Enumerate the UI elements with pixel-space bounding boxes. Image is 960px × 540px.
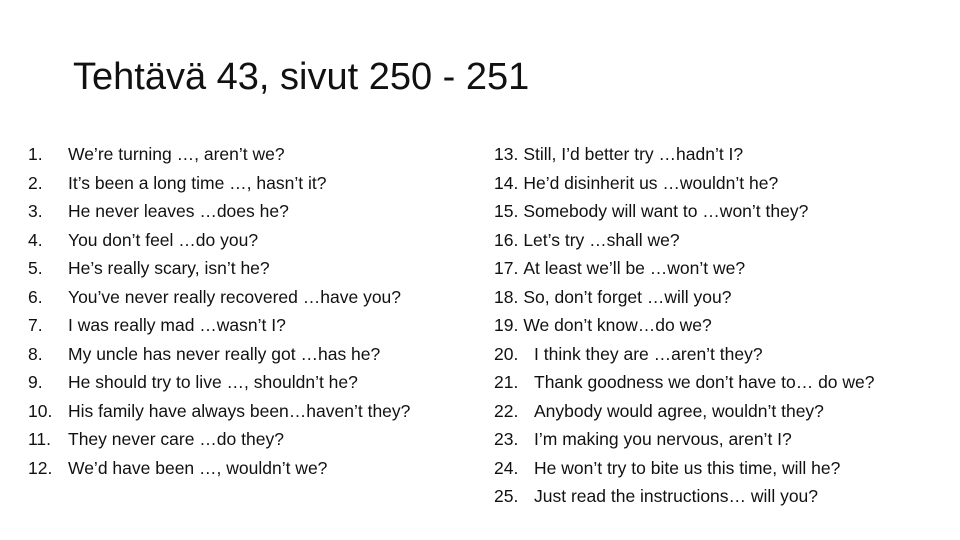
item-text: Just read the instructions… will you?	[534, 486, 819, 506]
list-item	[494, 226, 944, 255]
item-text: You don’t feel …do you?	[68, 229, 259, 250]
item-text: We don’t know…do we?	[523, 315, 712, 335]
list-item	[28, 340, 468, 369]
list-item	[28, 283, 468, 312]
list-item	[494, 368, 944, 397]
item-number: 3.	[28, 201, 43, 221]
item-text: Let’s try …shall we?	[523, 229, 680, 250]
item-text: We’d have been …, wouldn’t we?	[68, 457, 328, 478]
item-text: You’ve never really recovered …have you?	[68, 286, 402, 307]
list-item	[494, 454, 944, 483]
item-text: It’s been a long time …, hasn’t it?	[68, 172, 327, 193]
exercise-list-right	[494, 140, 944, 511]
list-item	[28, 425, 468, 454]
item-text: At least we’ll be …won’t we?	[523, 258, 746, 278]
item-text: He should try to live …, shouldn’t he?	[68, 372, 358, 392]
item-number: 5.	[28, 258, 43, 278]
item-number: 7.	[28, 315, 43, 335]
item-number: 17.	[494, 258, 519, 278]
item-number: 14.	[494, 172, 519, 193]
item-number: 1.	[28, 144, 43, 164]
item-number: 10.	[28, 400, 53, 421]
item-number: 8.	[28, 343, 43, 364]
item-text: He’d disinherit us …wouldn’t he?	[523, 172, 779, 193]
list-item	[494, 140, 944, 169]
list-item	[494, 482, 944, 511]
list-item	[494, 311, 944, 340]
item-text: Anybody would agree, wouldn’t they?	[534, 400, 824, 421]
list-item	[28, 140, 468, 169]
list-item	[494, 197, 944, 226]
item-number: 9.	[28, 372, 43, 392]
item-number: 12.	[28, 457, 53, 478]
item-text: He won’t try to bite us this time, will he?	[534, 457, 841, 478]
item-number: 20.	[494, 343, 519, 364]
item-text: He’s really scary, isn’t he?	[68, 258, 270, 278]
item-text: Somebody will want to …won’t they?	[523, 201, 809, 221]
list-item	[28, 254, 468, 283]
item-number: 13.	[494, 144, 519, 164]
item-number: 11.	[28, 429, 52, 449]
list-item	[494, 340, 944, 369]
item-text: I’m making you nervous, aren’t I?	[534, 429, 792, 449]
item-text: I was really mad …wasn’t I?	[68, 315, 286, 335]
list-item	[28, 226, 468, 255]
item-text: Still, I’d better try …hadn’t I?	[523, 144, 744, 164]
item-number: 16.	[494, 229, 519, 250]
slide-title: Tehtävä 43, sivut 250 - 251	[73, 56, 530, 98]
exercise-list-left	[28, 140, 468, 482]
list-item	[28, 454, 468, 483]
list-item	[494, 254, 944, 283]
list-item	[28, 397, 468, 426]
item-text: They never care …do they?	[68, 429, 284, 449]
item-number: 15.	[494, 201, 519, 221]
item-number: 23.	[494, 429, 519, 449]
list-item	[494, 397, 944, 426]
item-text: We’re turning …, aren’t we?	[68, 144, 285, 164]
item-text: Thank goodness we don’t have to… do we?	[534, 372, 875, 392]
list-item	[28, 197, 468, 226]
list-item	[28, 169, 468, 198]
item-text: My uncle has never really got …has he?	[68, 343, 381, 364]
item-number: 6.	[28, 286, 43, 307]
item-text: So, don’t forget …will you?	[523, 286, 732, 307]
list-item	[28, 368, 468, 397]
list-item	[28, 311, 468, 340]
item-number: 19.	[494, 315, 519, 335]
item-number: 22.	[494, 400, 519, 421]
item-text: His family have always been…haven’t they?	[68, 400, 411, 421]
item-number: 4.	[28, 229, 43, 250]
item-number: 2.	[28, 172, 43, 193]
list-item	[494, 283, 944, 312]
item-number: 18.	[494, 286, 519, 307]
item-text: He never leaves …does he?	[68, 201, 289, 221]
item-number: 21.	[494, 372, 519, 392]
list-item	[494, 425, 944, 454]
item-number: 24.	[494, 457, 519, 478]
list-item	[494, 169, 944, 198]
item-text: I think they are …aren’t they?	[534, 343, 763, 364]
item-number: 25.	[494, 486, 519, 506]
